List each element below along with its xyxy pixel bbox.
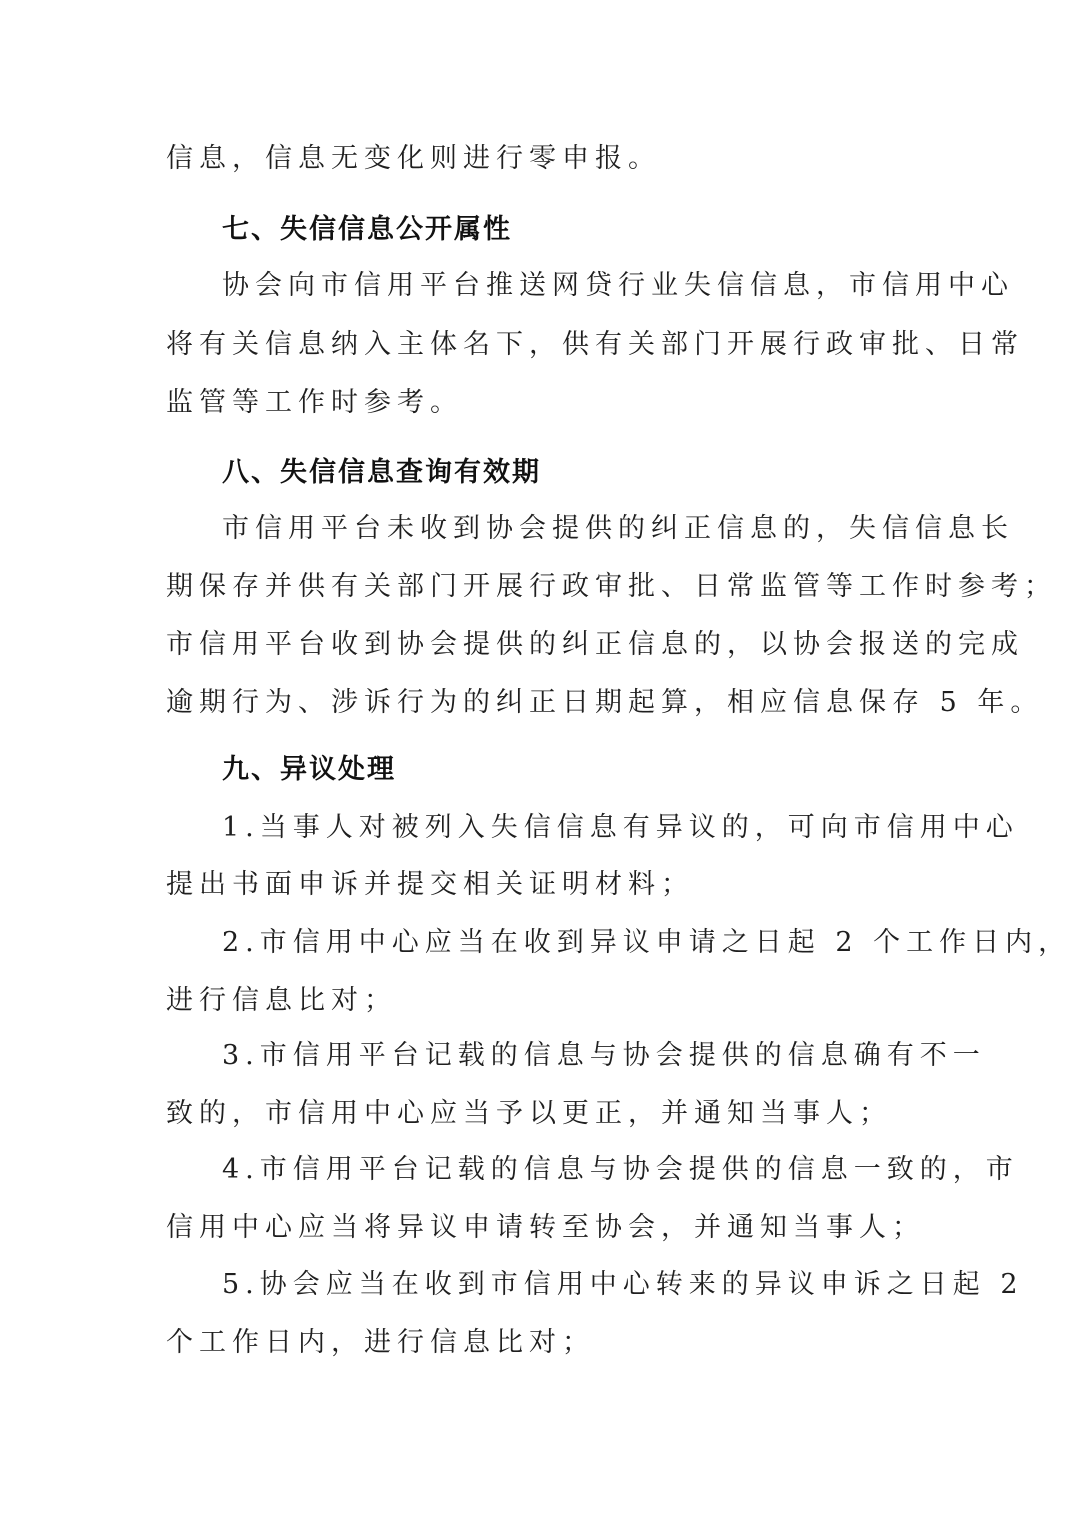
- section-heading-8: 八、失信信息查询有效期: [222, 457, 541, 488]
- paragraph-line: 5.协会应当在收到市信用中心转来的异议申诉之日起 2: [222, 1269, 1024, 1300]
- paragraph-line: 协会向市信用平台推送网贷行业失信信息，市信用中心: [222, 270, 1014, 301]
- paragraph-line: 致的，市信用中心应当予以更正，并通知当事人；: [166, 1098, 892, 1129]
- paragraph-line: 逾期行为、涉诉行为的纠正日期起算，相应信息保存 5 年。: [166, 687, 1044, 718]
- paragraph-line: 1.当事人对被列入失信信息有异议的，可向市信用中心: [222, 812, 1019, 843]
- paragraph-line: 市信用平台收到协会提供的纠正信息的，以协会报送的完成: [166, 629, 1024, 660]
- paragraph-line: 4.市信用平台记载的信息与协会提供的信息一致的，市: [222, 1154, 1019, 1185]
- paragraph-line: 监管等工作时参考。: [166, 387, 463, 418]
- paragraph-line: 信息，信息无变化则进行零申报。: [166, 143, 661, 174]
- paragraph-line: 3.市信用平台记载的信息与协会提供的信息确有不一: [222, 1040, 986, 1071]
- section-heading-7: 七、失信信息公开属性: [222, 214, 512, 245]
- paragraph-line: 将有关信息纳入主体名下，供有关部门开展行政审批、日常: [166, 329, 1024, 360]
- paragraph-line: 个工作日内，进行信息比对；: [166, 1327, 595, 1358]
- paragraph-line: 进行信息比对；: [166, 985, 397, 1016]
- paragraph-line: 信用中心应当将异议申请转至协会，并通知当事人；: [166, 1212, 925, 1243]
- section-heading-9: 九、异议处理: [222, 754, 396, 785]
- paragraph-line: 2.市信用中心应当在收到异议申请之日起 2 个工作日内，: [222, 927, 1072, 958]
- paragraph-line: 市信用平台未收到协会提供的纠正信息的，失信信息长: [222, 513, 1014, 544]
- paragraph-line: 期保存并供有关部门开展行政审批、日常监管等工作时参考；: [166, 571, 1057, 602]
- paragraph-line: 提出书面申诉并提交相关证明材料；: [166, 869, 694, 900]
